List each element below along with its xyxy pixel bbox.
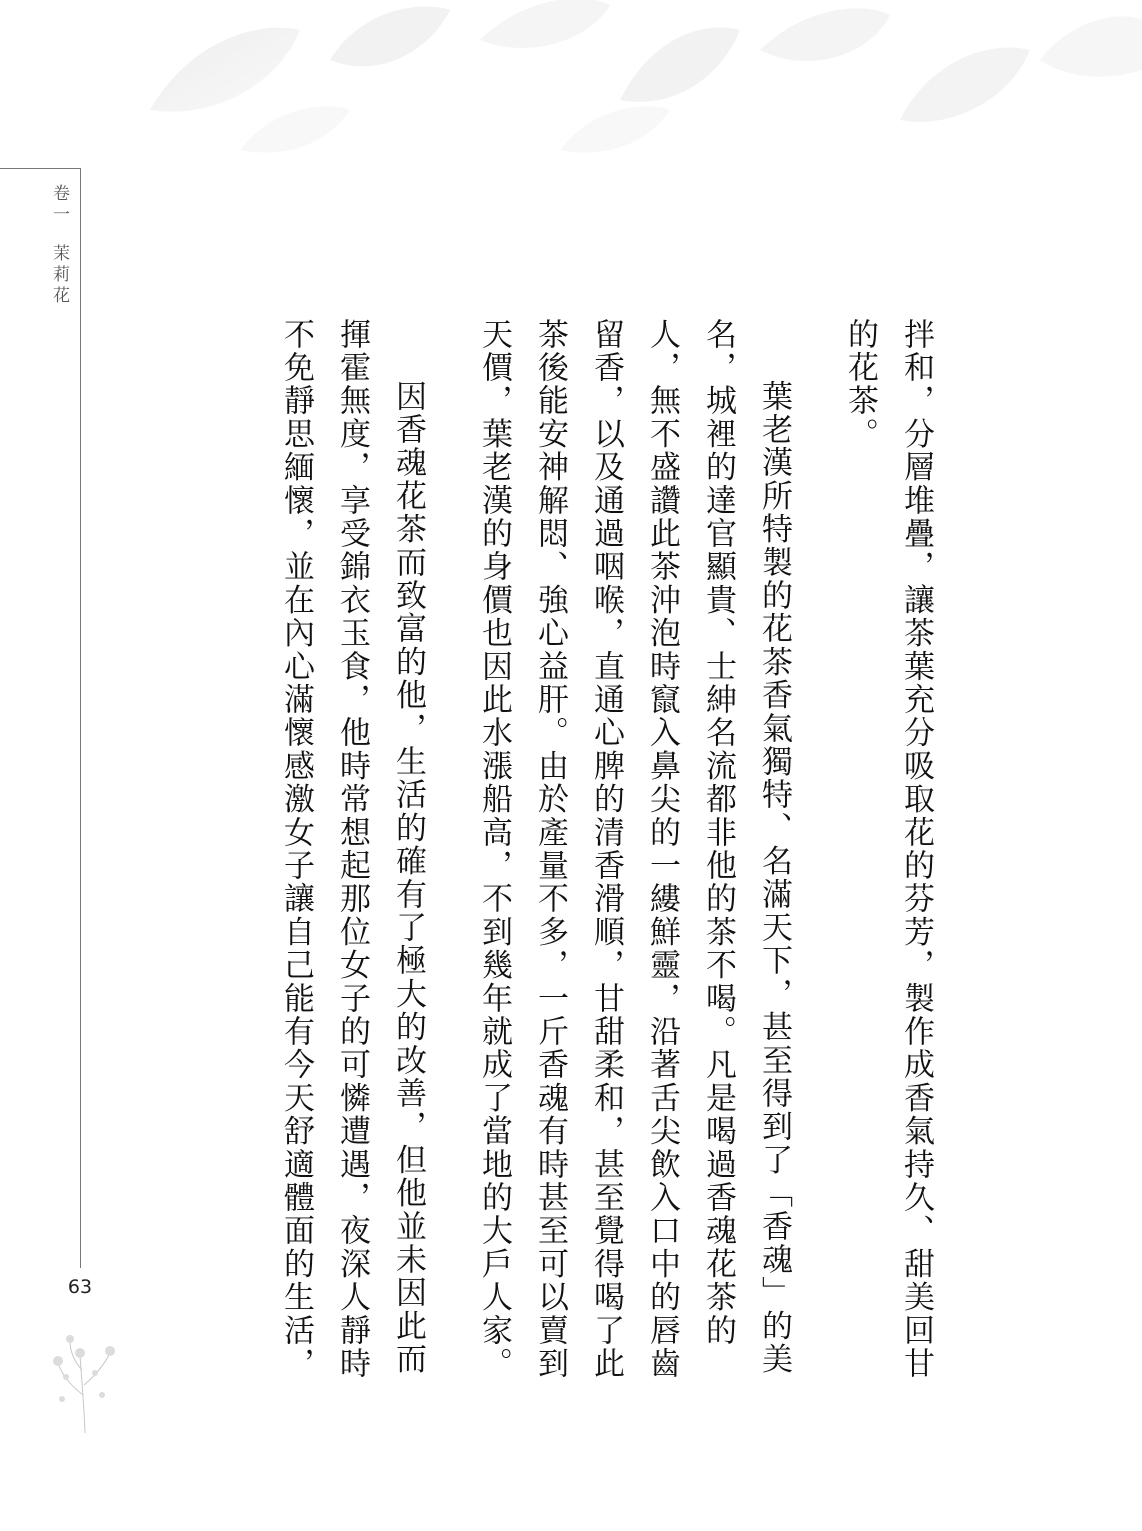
sidebar-rule-top xyxy=(0,168,80,169)
page-number: 63 xyxy=(67,1276,93,1298)
watercolor-leaves-decoration xyxy=(0,0,1142,200)
flower-sprig-decoration xyxy=(40,1325,130,1435)
running-head-volume: 卷一 xyxy=(49,184,69,226)
sidebar-rule-vertical xyxy=(80,168,81,1268)
paragraph-1: 拌和，分層堆疊，讓茶葉充分吸取花的芬芳，製作成香氣持久、甜美回甘的花茶。 xyxy=(842,318,934,1381)
running-head-chapter: 茉莉花 xyxy=(49,244,69,307)
vertical-body-text xyxy=(268,318,944,1388)
paragraph-3: 因香魂花茶而致富的他，生活的確有了極大的改善，但他並未因此而揮霍無度，享受錦衣玉食，他時常想起那位女子的可憐遭遇，夜深人靜時不免靜思緬懷，並在內心滿懷感激女子讓自己能有今天舒適體面的生活， xyxy=(278,318,426,1381)
paragraph-2: 葉老漢所特製的花茶香氣獨特、名滿天下，甚至得到了「香魂」的美名，城裡的達官顯貴、士紳名流都非他的茶不喝。凡是喝過香魂花茶的人，無不盛讚此茶沖泡時竄入鼻尖的一縷鮮靈，沿著舌尖飲入口中的唇齒留香，以及通過咽喉，直通心脾的清香滑順，甘甜柔和，甚至覺得喝了此茶後能安神解悶、強心益肝。由於產量不多，一斤香魂有時甚至可以賣到天價，葉老漢的身價也因此水漲船高，不到幾年就成了當地的大戶人家。 xyxy=(476,318,792,1381)
running-head xyxy=(50,184,67,307)
